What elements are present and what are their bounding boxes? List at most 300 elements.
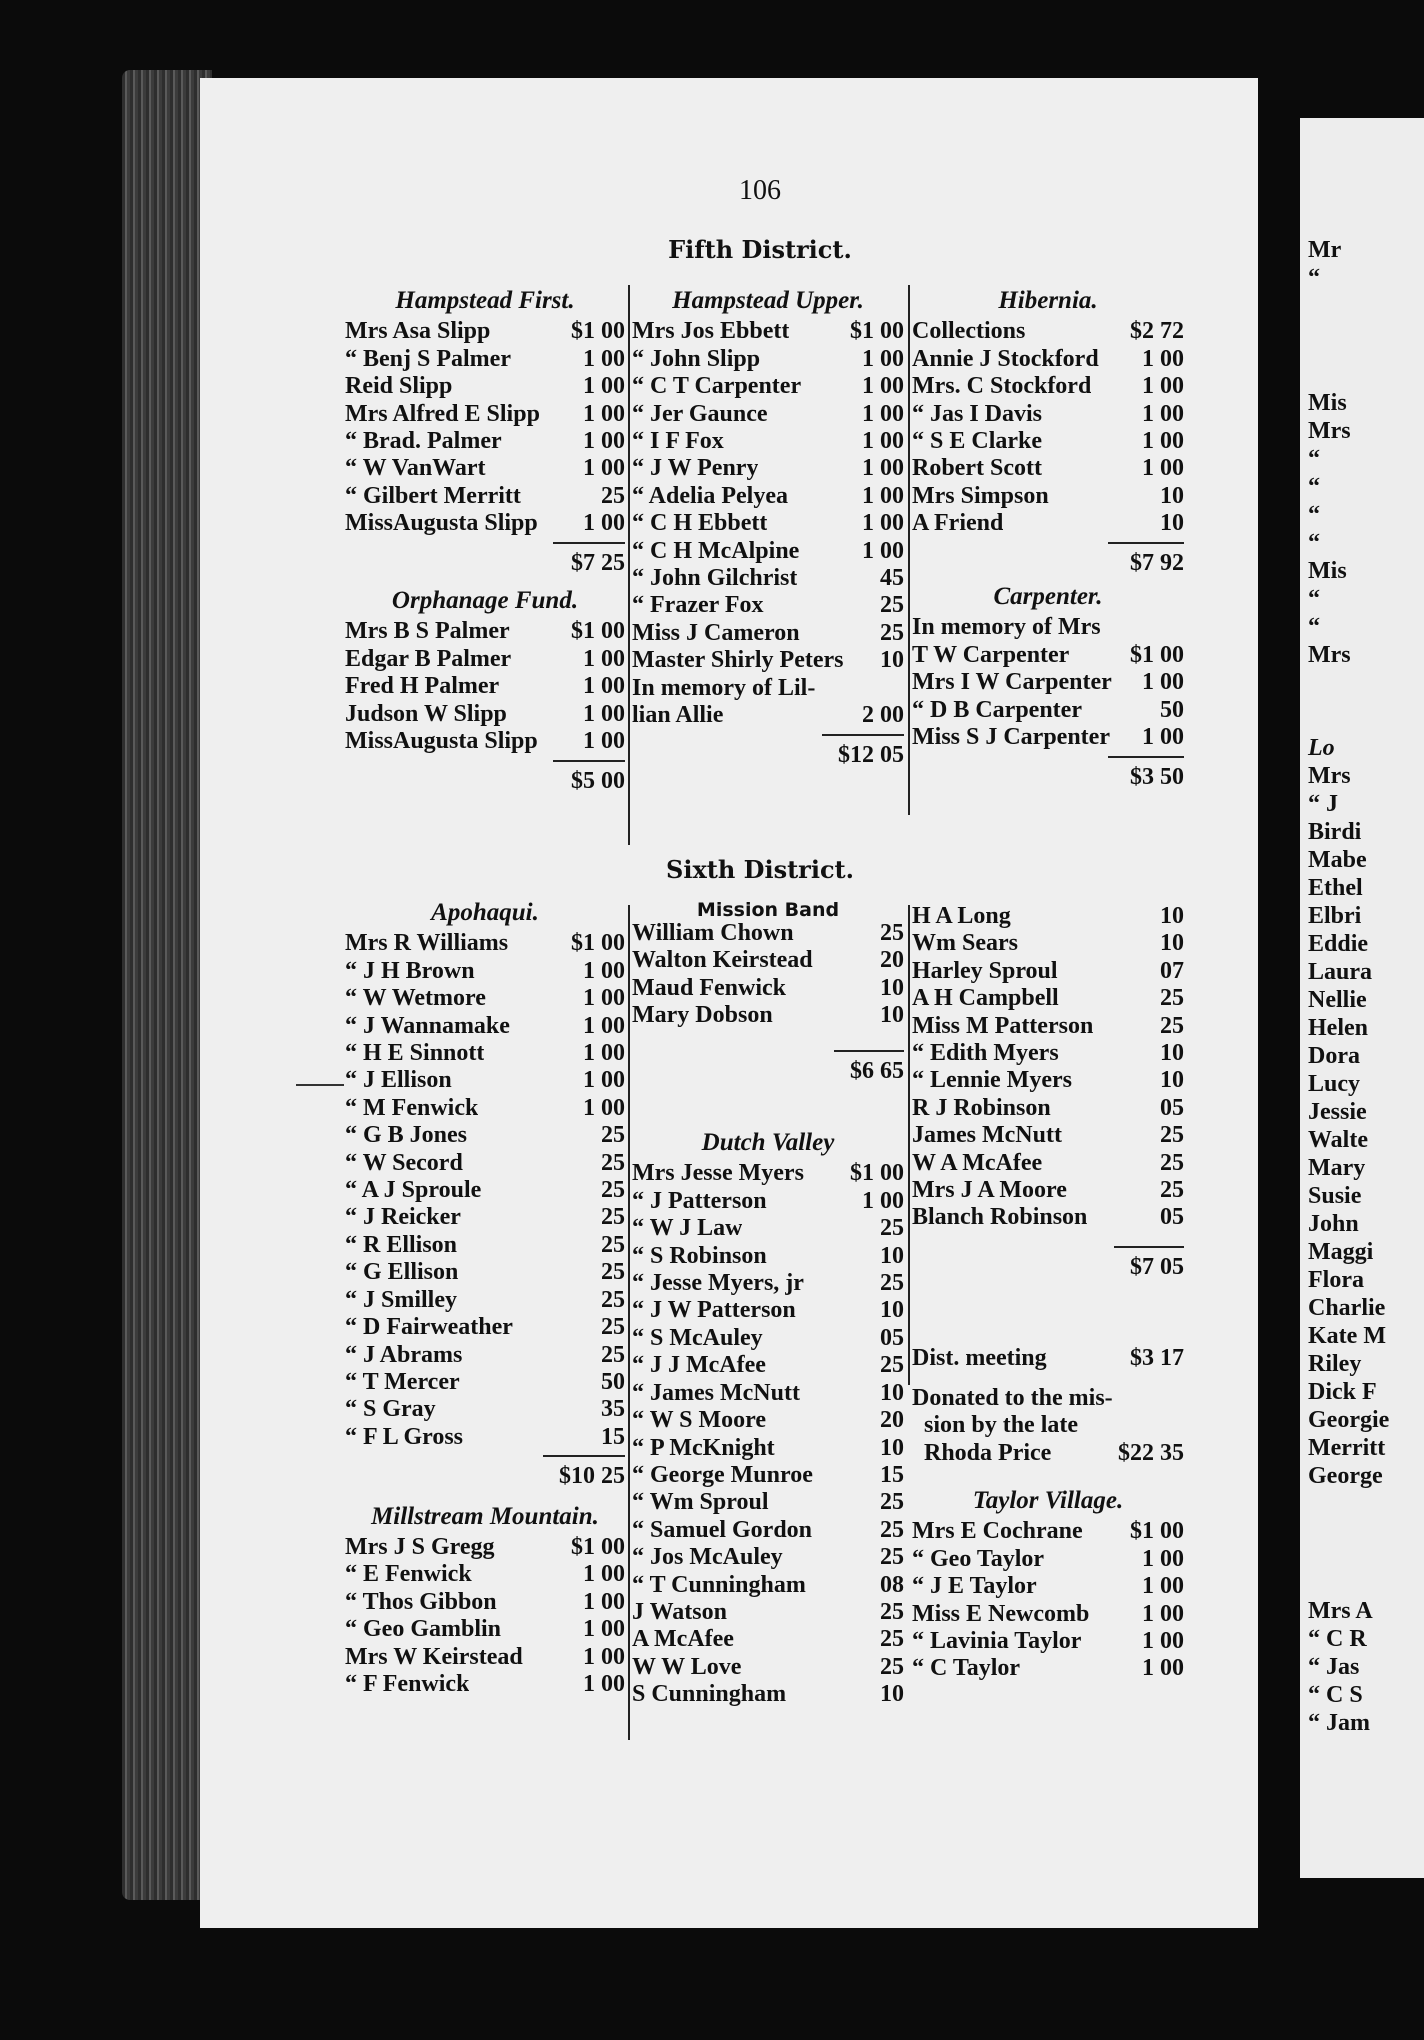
entry-name: “ P McKnight — [632, 1434, 775, 1461]
list-item — [345, 428, 625, 455]
entry-name: “ R Ellison — [345, 1231, 458, 1258]
entry-amount: 05 — [1160, 1094, 1184, 1121]
list-item — [345, 1369, 625, 1396]
entry-amount: 1 00 — [583, 1094, 625, 1121]
sixth-district-title: Sixth District. — [666, 855, 854, 884]
list-item — [632, 1215, 904, 1242]
right-page-fragment: Nellie — [1308, 987, 1367, 1013]
entry-name: “ Wm Sproul — [632, 1489, 769, 1516]
margin-mark — [296, 1084, 344, 1086]
list-item — [345, 930, 625, 957]
right-page-fragment: Mr — [1308, 237, 1342, 263]
list-item — [912, 1573, 1184, 1600]
right-page-fragment: “ C S — [1308, 1682, 1363, 1708]
list-item — [632, 1352, 904, 1379]
entry-amount: 10 — [1160, 1067, 1184, 1094]
entry-amount: 1 00 — [1142, 724, 1184, 751]
list-item — [632, 373, 904, 400]
entry-amount: 25 — [880, 920, 904, 946]
entry-name: “ J W Penry — [632, 455, 759, 482]
list-item — [632, 318, 904, 345]
entry-name: William Chown — [632, 920, 794, 946]
entry-name: “ I F Fox — [632, 428, 724, 455]
entry-amount: 1 00 — [583, 1012, 625, 1039]
right-page-fragment: Elbri — [1308, 903, 1362, 929]
list-item — [345, 1644, 625, 1671]
entry-amount: 10 — [1160, 930, 1184, 957]
list-item — [345, 1671, 625, 1698]
entry-amount: 25 — [880, 592, 904, 619]
list-item — [632, 1544, 904, 1571]
list-item: sion by the late — [924, 1412, 1079, 1439]
entry-amount: 25 — [601, 1286, 625, 1313]
entry-name: “ Geo Taylor — [912, 1545, 1045, 1572]
entry-name: Mrs Asa Slipp — [345, 318, 491, 345]
entry-name: “ Frazer Fox — [632, 592, 764, 619]
entry-name: Mrs J A Moore — [912, 1177, 1067, 1204]
entry-amount: 1 00 — [583, 1670, 625, 1697]
list-item — [345, 1314, 625, 1341]
entry-amount: 25 — [880, 1215, 904, 1242]
entry-amount: 25 — [601, 1341, 625, 1368]
entry-name: W W Love — [632, 1653, 742, 1680]
entry-name: “ J Wannamake — [345, 1012, 510, 1039]
list-item — [632, 565, 904, 592]
entry-amount: $1 00 — [850, 1160, 904, 1187]
list-item — [632, 455, 904, 482]
entry-amount: 1 00 — [583, 1561, 625, 1588]
entry-amount: 10 — [880, 974, 904, 1001]
entry-amount: $2 72 — [1130, 318, 1184, 345]
entry-name: A H Campbell — [912, 985, 1059, 1012]
entry-name: Mrs I W Carpenter — [912, 669, 1112, 696]
entry-amount: 25 — [601, 1259, 625, 1286]
entry-name: Annie J Stockford — [912, 345, 1099, 372]
entry-name: “ Geo Gamblin — [345, 1616, 502, 1643]
list-item — [912, 483, 1184, 510]
list-item — [912, 958, 1184, 985]
list-item — [345, 1122, 625, 1149]
entry-name: “ C Taylor — [912, 1655, 1021, 1682]
right-page-fragment: Flora — [1308, 1267, 1364, 1293]
right-page-fragment: “ — [1308, 474, 1320, 500]
entry-name: “ D Fairweather — [345, 1314, 513, 1341]
right-page-fragment: “ Jas — [1308, 1654, 1360, 1680]
entry-name: Mrs Jos Ebbett — [632, 318, 790, 345]
right-page-fragment: Eddie — [1308, 931, 1369, 957]
entry-amount: 25 — [601, 1149, 625, 1176]
list-item — [912, 1150, 1184, 1177]
entry-name: “ J W Patterson — [632, 1297, 796, 1324]
entry-name: “ Benj S Palmer — [345, 345, 511, 372]
list-item — [632, 346, 904, 373]
entry-name: Reid Slipp — [345, 373, 453, 400]
entry-amount: 1 00 — [583, 957, 625, 984]
page-number: 106 — [739, 175, 781, 206]
entry-name: “ J H Brown — [345, 957, 475, 984]
list-item — [345, 1396, 625, 1423]
entry-amount: 1 00 — [583, 673, 625, 700]
entry-amount: 1 00 — [862, 373, 904, 400]
column-rule — [908, 905, 910, 1385]
list-item — [632, 1462, 904, 1489]
apohaqui-section — [345, 895, 625, 1698]
entry-name: Mrs R Williams — [345, 930, 509, 957]
list-item — [345, 1342, 625, 1369]
sixth-third-column — [912, 903, 1184, 1683]
entry-name: Miss S J Carpenter — [912, 724, 1110, 751]
entry-amount: $1 00 — [1130, 641, 1184, 668]
entry-name: “ W Secord — [345, 1149, 463, 1176]
entry-name: “ A J Sproule — [345, 1177, 482, 1204]
section-heading: Taylor Village. — [972, 1486, 1124, 1514]
right-page-fragment: Laura — [1308, 959, 1373, 985]
entry-name: “ Jesse Myers, jr — [632, 1270, 804, 1297]
entry-amount: 1 00 — [583, 1067, 625, 1094]
entry-name: In memory of Lil- — [632, 674, 816, 701]
entry-name: Mrs E Cochrane — [912, 1518, 1083, 1545]
entry-amount: 1 00 — [1142, 1627, 1184, 1654]
list-item — [632, 947, 904, 974]
right-page-fragment: Mrs — [1308, 642, 1351, 668]
right-page-fragment: “ — [1308, 614, 1320, 640]
right-page-fragment: Dora — [1308, 1043, 1360, 1069]
entry-amount: 45 — [880, 565, 904, 592]
entry-amount: 25 — [601, 1177, 625, 1204]
list-item — [345, 673, 625, 700]
right-page-fragment: Jessie — [1308, 1099, 1367, 1125]
entry-name: Collections — [912, 318, 1026, 345]
entry-name: Judson W Slipp — [345, 700, 507, 727]
entry-name: Mrs Simpson — [912, 482, 1049, 509]
section-heading: Hampstead Upper. — [672, 287, 864, 314]
list-item — [632, 1489, 904, 1516]
entry-name: Miss M Patterson — [912, 1012, 1094, 1039]
entry-name: “ J Smilley — [345, 1286, 457, 1313]
list-item — [345, 985, 625, 1012]
entry-amount: 1 00 — [583, 1643, 625, 1670]
entry-name: “ G Ellison — [345, 1259, 459, 1286]
fifth-district-title: Fifth District. — [668, 235, 852, 264]
entry-name: “ Jer Gaunce — [632, 400, 768, 427]
list-item — [912, 510, 1184, 537]
entry-amount: 1 00 — [583, 373, 625, 400]
entry-amount: 1 00 — [1142, 455, 1184, 482]
entry-amount: 1 00 — [1142, 1655, 1184, 1682]
mission-band-section — [632, 900, 904, 1709]
list-item — [912, 1177, 1184, 1204]
list-item — [632, 1243, 904, 1270]
entry-name: Maud Fenwick — [632, 974, 787, 1001]
list-item — [345, 401, 625, 428]
entry-name: A Friend — [912, 510, 1004, 537]
list-item — [345, 510, 625, 537]
list-item — [345, 1067, 625, 1094]
entry-amount: 1 00 — [583, 1588, 625, 1615]
entry-amount: 1 00 — [583, 645, 625, 672]
right-page-fragment: “ — [1308, 502, 1320, 528]
list-item — [345, 455, 625, 482]
entry-amount: 1 00 — [583, 1616, 625, 1643]
list-item — [632, 1188, 904, 1215]
entry-amount: 10 — [880, 1242, 904, 1269]
book-page-edges — [122, 70, 212, 1900]
list-item — [632, 702, 904, 729]
entry-name: “ John Slipp — [632, 345, 761, 372]
hampstead-first-section — [345, 283, 625, 795]
entry-amount: 10 — [1160, 510, 1184, 537]
entry-name: “ J Abrams — [345, 1341, 463, 1368]
right-page-fragment: Kate M — [1308, 1323, 1386, 1349]
right-page-fragment: “ C R — [1308, 1626, 1367, 1652]
entry-name: “ T Cunningham — [632, 1571, 806, 1598]
list-item — [912, 1518, 1184, 1545]
right-page-fragment: Mabe — [1308, 847, 1367, 873]
entry-name: “ Gilbert Merritt — [345, 482, 521, 509]
entry-amount: $1 00 — [571, 318, 625, 345]
list-item — [912, 642, 1184, 669]
list-item — [632, 1572, 904, 1599]
list-item — [632, 1599, 904, 1626]
entry-amount: 25 — [880, 1626, 904, 1653]
list-item — [345, 373, 625, 400]
list-item — [632, 920, 904, 947]
section-heading: Millstream Mountain. — [371, 1502, 599, 1530]
entry-amount: 1 00 — [1142, 400, 1184, 427]
entry-name: “ C T Carpenter — [632, 373, 802, 400]
list-item — [345, 618, 625, 645]
right-page-fragment: Mrs — [1308, 418, 1351, 444]
entry-name: “ F L Gross — [345, 1423, 464, 1450]
entry-amount: 25 — [1160, 1149, 1184, 1176]
entry-amount: 25 — [880, 1516, 904, 1543]
list-item — [912, 318, 1184, 345]
list-item — [632, 675, 904, 702]
right-page-fragment: Helen — [1308, 1015, 1368, 1041]
entry-name: J Watson — [632, 1598, 727, 1625]
section-total: $7 05 — [1114, 1246, 1184, 1281]
entry-name: “ John Gilchrist — [632, 565, 798, 592]
list-item — [632, 975, 904, 1002]
list-item — [345, 1095, 625, 1122]
entry-amount: 1 00 — [583, 728, 625, 755]
list-item — [912, 903, 1184, 930]
entry-name: “ S Gray — [345, 1396, 436, 1423]
right-page-fragment: Mis — [1308, 390, 1347, 416]
list-item — [912, 697, 1184, 724]
entry-name: “ G B Jones — [345, 1122, 468, 1149]
list-item — [632, 1270, 904, 1297]
right-page-fragment: “ — [1308, 530, 1320, 556]
entry-name: Mrs Jesse Myers — [632, 1160, 804, 1187]
list-item — [345, 1040, 625, 1067]
right-page-fragment: Ethel — [1308, 875, 1363, 901]
entry-amount: 10 — [880, 1434, 904, 1461]
right-page-fragment: Charlie — [1308, 1295, 1386, 1321]
section-total: $12 05 — [822, 734, 904, 769]
entry-name: “ E Fenwick — [345, 1561, 472, 1588]
list-item — [912, 1040, 1184, 1067]
entry-name: “ J J McAfee — [632, 1352, 766, 1379]
list-item — [912, 669, 1184, 696]
list-item — [345, 1534, 625, 1561]
entry-name: “ F Fenwick — [345, 1670, 470, 1697]
list-item — [345, 318, 625, 345]
entry-amount: 35 — [601, 1396, 625, 1423]
entry-name: “ W S Moore — [632, 1407, 767, 1434]
list-item — [632, 1517, 904, 1544]
right-page-fragment: “ J — [1308, 791, 1338, 817]
section-total: $5 00 — [553, 760, 625, 795]
list-item — [345, 1424, 625, 1451]
entry-amount: 25 — [601, 1231, 625, 1258]
list-item — [912, 1122, 1184, 1149]
right-page-fragment: George — [1308, 1463, 1383, 1489]
entry-name: Edgar B Palmer — [345, 645, 512, 672]
entry-amount: 25 — [880, 1489, 904, 1516]
list-item — [632, 1325, 904, 1352]
entry-amount: 25 — [1160, 1122, 1184, 1149]
entry-name: “ W J Law — [632, 1215, 743, 1242]
entry-amount: 25 — [880, 1544, 904, 1571]
section-heading: Orphanage Fund. — [391, 587, 579, 615]
entry-name: Blanch Robinson — [912, 1204, 1088, 1231]
entry-amount: $1 00 — [850, 318, 904, 345]
list-item — [632, 1002, 904, 1029]
list-item — [632, 483, 904, 510]
list-item — [632, 1160, 904, 1187]
list-item — [345, 701, 625, 728]
entry-amount: 1 00 — [583, 428, 625, 455]
list-item — [912, 1013, 1184, 1040]
entry-amount: 50 — [601, 1368, 625, 1395]
list-item — [912, 1628, 1184, 1655]
list-item — [912, 1095, 1184, 1122]
entry-name: “ Lennie Myers — [912, 1067, 1072, 1094]
column-rule — [908, 285, 910, 815]
entry-amount: 25 — [601, 482, 625, 509]
list-item — [632, 401, 904, 428]
list-item — [345, 1616, 625, 1643]
list-item — [632, 510, 904, 537]
list-item — [912, 455, 1184, 482]
entry-name: W A McAfee — [912, 1149, 1043, 1176]
list-item — [345, 958, 625, 985]
entry-name: Walton Keirstead — [632, 947, 813, 974]
right-page-fragment: “ — [1308, 265, 1320, 291]
entry-name: Mrs Alfred E Slipp — [345, 400, 540, 427]
entry-amount: 10 — [1160, 482, 1184, 509]
entry-amount: 07 — [1160, 957, 1184, 984]
right-page-fragment: Georgie — [1308, 1407, 1390, 1433]
list-item — [912, 1601, 1184, 1628]
entry-name: MissAugusta Slipp — [345, 510, 538, 537]
list-item — [345, 1589, 625, 1616]
entry-name: “ D B Carpenter — [912, 696, 1082, 723]
entry-amount: 1 00 — [862, 345, 904, 372]
entry-amount: 1 00 — [1142, 1573, 1184, 1600]
entry-amount: 1 00 — [1142, 345, 1184, 372]
list-item — [632, 592, 904, 619]
list-item — [345, 1150, 625, 1177]
entry-name: “ Edith Myers — [912, 1040, 1059, 1067]
entry-name: “ S Robinson — [632, 1242, 767, 1269]
hibernia-section — [912, 283, 1184, 791]
entry-name: Harley Sproul — [912, 957, 1058, 984]
entry-amount: 10 — [880, 1379, 904, 1406]
entry-name: “ C H Ebbett — [632, 510, 768, 537]
right-page-fragment: Riley — [1308, 1351, 1362, 1377]
right-page-fragment: “ — [1308, 586, 1320, 612]
list-item — [912, 1204, 1184, 1231]
entry-amount: 1 00 — [862, 482, 904, 509]
entry-amount: 15 — [601, 1423, 625, 1450]
column-rule — [628, 285, 630, 845]
entry-name: “ Brad. Palmer — [345, 428, 502, 455]
entry-name: A McAfee — [632, 1626, 734, 1653]
list-item — [345, 646, 625, 673]
list-item — [345, 1177, 625, 1204]
section-total: $7 92 — [1108, 542, 1184, 577]
entry-amount: 05 — [880, 1324, 904, 1351]
right-page-fragment: Mrs — [1308, 763, 1351, 789]
list-item — [345, 1232, 625, 1259]
entry-amount: 25 — [880, 619, 904, 646]
entry-amount: 25 — [880, 1270, 904, 1297]
entry-amount: $1 00 — [571, 1533, 625, 1560]
entry-name: “ J Ellison — [345, 1067, 452, 1094]
list-item — [345, 483, 625, 510]
entry-amount: 20 — [880, 947, 904, 974]
entry-name: “ J Reicker — [345, 1204, 461, 1231]
list-item — [632, 1626, 904, 1653]
list-item — [632, 428, 904, 455]
list-item — [912, 985, 1184, 1012]
entry-amount: 25 — [601, 1122, 625, 1149]
entry-name: “ S McAuley — [632, 1324, 763, 1351]
entry-name: “ W Wetmore — [345, 985, 486, 1012]
entry-name: H A Long — [912, 903, 1011, 929]
entry-amount: 20 — [880, 1407, 904, 1434]
entry-amount: $1 00 — [571, 618, 625, 645]
entry-name: lian Allie — [632, 702, 724, 729]
entry-amount: 1 00 — [1142, 1600, 1184, 1627]
section-heading: Hibernia. — [998, 287, 1098, 314]
entry-name: Mrs B S Palmer — [345, 618, 510, 645]
entry-amount: 25 — [601, 1314, 625, 1341]
section-heading: Hampstead First. — [395, 287, 575, 314]
entry-name: Mary Dobson — [632, 1002, 773, 1029]
list-item — [345, 1013, 625, 1040]
hampstead-upper-section — [632, 283, 904, 769]
entry-amount: 10 — [1160, 1040, 1184, 1067]
right-page-fragment: Mis — [1308, 558, 1347, 584]
list-item — [912, 373, 1184, 400]
list-item — [345, 1259, 625, 1286]
list-item: Dist. meeting $3 17 — [912, 1345, 1184, 1372]
entry-name: “ S E Clarke — [912, 428, 1043, 455]
entry-name: James McNutt — [912, 1122, 1062, 1149]
entry-amount: 10 — [1160, 903, 1184, 929]
entry-amount: 1 00 — [583, 345, 625, 372]
book-gutter — [1258, 100, 1300, 1920]
entry-name: Mrs. C Stockford — [912, 373, 1092, 400]
entry-amount: 1 00 — [1142, 373, 1184, 400]
entry-name: “ Thos Gibbon — [345, 1588, 497, 1615]
entry-name: Fred H Palmer — [345, 673, 500, 700]
entry-amount: 1 00 — [1142, 1545, 1184, 1572]
section-total: $3 50 — [1108, 756, 1184, 791]
